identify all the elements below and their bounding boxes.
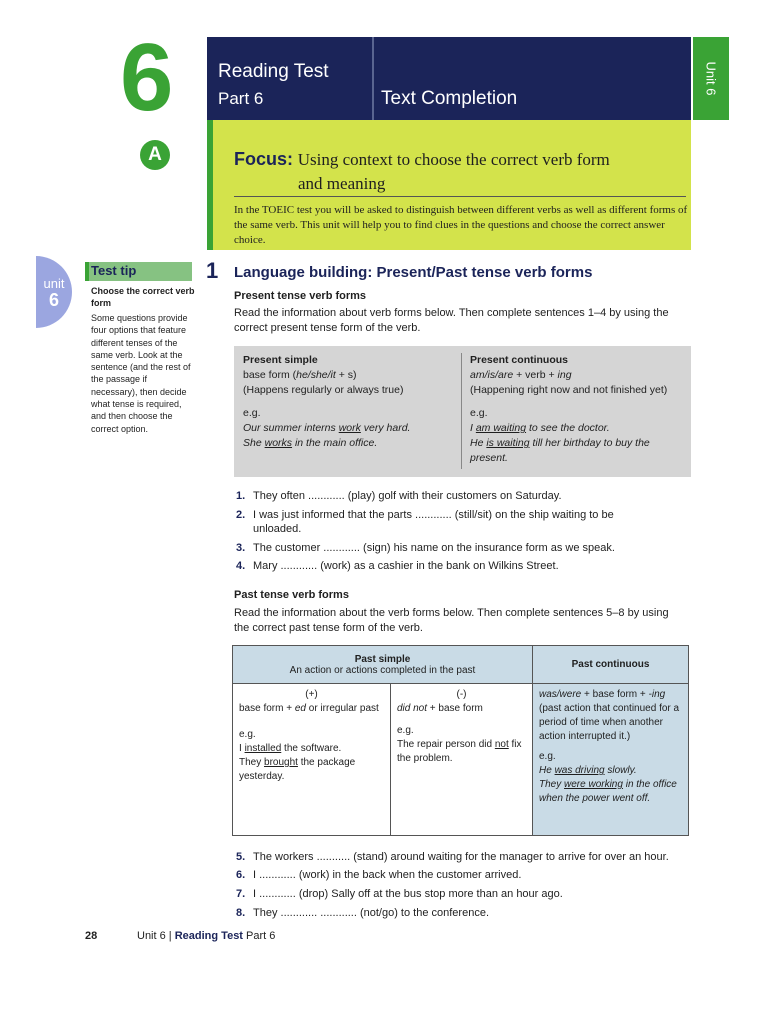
form-text: base form + <box>239 703 295 714</box>
exercise-number: 2. <box>236 509 246 521</box>
exercise-text: I ............ (drop) Sally off at the bus stop more than an hour ago. <box>253 888 563 900</box>
footer-running-head <box>137 930 275 942</box>
test-tip-heading: Choose the correct verb form <box>91 286 195 308</box>
part-label: Part 6 <box>218 89 264 108</box>
part-title: Text Completion <box>381 88 518 109</box>
form-italic: was/were <box>539 689 582 700</box>
focus-title-line2: and meaning <box>298 174 386 193</box>
example-text: The repair person did <box>397 739 495 750</box>
present-simple-form <box>243 368 463 383</box>
footer-section: Reading Test <box>174 930 243 942</box>
present-instructions: Read the information about verb forms below. Then complete sentences 1–4 by using the correct present tense form of the verb. <box>234 307 669 334</box>
exercise-number: 5. <box>236 851 246 863</box>
exercise-number: 4. <box>236 560 246 572</box>
test-name: Reading Test <box>218 61 329 82</box>
past-simple-subheading: An action or actions completed in the past <box>289 664 476 676</box>
exercise-text: I was just informed that the parts ............ (still/sit) on the ship waiting to be <box>253 509 614 521</box>
example-verb: works <box>264 437 293 449</box>
eg-label: e.g. <box>397 725 414 736</box>
focus-divider <box>234 196 686 197</box>
test-tip-title: Test tip <box>91 263 137 278</box>
section-number: 1 <box>206 258 219 283</box>
example-text: He <box>470 437 487 449</box>
form-italic: he/she/it <box>296 369 336 381</box>
footer-part: Part 6 <box>246 930 276 942</box>
side-unit-label: unit <box>43 276 65 291</box>
example-verb: not <box>494 739 509 750</box>
example-text: I <box>239 743 245 754</box>
example-text: They <box>539 779 565 790</box>
present-continuous-eg: e.g. <box>470 407 488 419</box>
exercise-text: The customer ............ (sign) his name on the insurance form as we speak. <box>253 542 615 554</box>
exercise-item <box>236 559 696 573</box>
form-italic: ed <box>294 703 306 714</box>
example-verb: were working <box>564 779 623 790</box>
exercise-item <box>236 541 696 555</box>
past-continuous-cell <box>533 684 689 836</box>
past-simple-heading: Past simple <box>354 653 411 665</box>
side-unit-number: 6 <box>48 290 59 310</box>
form-italic: did not <box>397 703 428 714</box>
example-verb: am waiting <box>475 422 527 434</box>
exercise-item <box>236 887 696 901</box>
eg-label: e.g. <box>239 729 256 740</box>
present-simple-column <box>243 353 463 451</box>
exercise-text: I ............ (work) in the back when the customer arrived. <box>253 869 522 881</box>
focus-text: In the TOEIC test you will be asked to distinguish between different verbs as well as different forms of the same verb. This unit will help you to find clues in the questions and choose the correct answer choice. <box>234 204 688 246</box>
present-continuous-use: (Happening right now and not finished yet) <box>470 384 668 396</box>
past-continuous-heading: Past continuous <box>533 646 689 684</box>
past-simple-negative-example <box>397 738 526 766</box>
form-text: base form ( <box>243 369 297 381</box>
example-text: to see the doctor. <box>526 422 610 434</box>
present-continuous-form <box>470 368 686 383</box>
example-text: He <box>539 765 555 776</box>
past-continuous-example-1 <box>539 764 682 778</box>
exercise-item <box>236 508 696 536</box>
unit-number: 6 <box>120 24 174 131</box>
past-continuous-form <box>539 688 682 702</box>
exercise-number: 7. <box>236 888 246 900</box>
exercise-item <box>236 850 696 864</box>
present-continuous-example-2 <box>470 436 686 466</box>
example-verb: brought <box>264 757 298 768</box>
form-italic: ing <box>557 369 572 381</box>
example-text: the package yesterday. <box>239 757 356 782</box>
present-continuous-example-1 <box>470 421 686 436</box>
past-simple-positive-cell <box>233 684 391 836</box>
present-simple-example-1 <box>243 421 463 436</box>
present-heading: Present tense verb forms <box>234 290 367 302</box>
present-continuous-heading: Present continuous <box>470 354 569 366</box>
form-text: + base form + <box>581 689 649 700</box>
form-text: + s) <box>335 369 357 381</box>
example-text: in the main office. <box>292 437 378 449</box>
page-number: 28 <box>85 930 98 942</box>
eg-label: e.g. <box>539 751 556 762</box>
positive-sign: (+) <box>305 689 318 700</box>
exercise-item <box>236 868 696 882</box>
past-heading: Past tense verb forms <box>234 589 349 601</box>
focus-label: Focus: <box>234 149 294 169</box>
form-text: + verb + <box>513 369 558 381</box>
side-unit-tab <box>36 256 72 328</box>
present-simple-heading: Present simple <box>243 354 318 366</box>
exercise-number: 8. <box>236 907 246 919</box>
form-text: + base form <box>427 703 483 714</box>
form-italic: am/is/are <box>470 369 514 381</box>
unit-tab <box>693 37 729 120</box>
past-tense-table <box>232 645 689 836</box>
past-continuous-example-2 <box>539 778 682 806</box>
past-simple-example-2 <box>239 756 384 784</box>
past-continuous-use: (past action that continued for a period of time when another action interrupted it.) <box>539 703 680 742</box>
focus-title-line1: Using context to choose the correct verb form <box>297 150 610 169</box>
past-simple-negative-form <box>397 702 526 716</box>
exercise-item <box>236 906 696 920</box>
exercise-text-continued: unloaded. <box>253 523 302 535</box>
exercise-text: They often ............ (play) golf with their customers on Saturday. <box>253 490 562 502</box>
example-verb: is waiting <box>486 437 530 449</box>
section-letter-badge: A <box>140 140 170 170</box>
past-simple-negative-cell <box>391 684 533 836</box>
exercise-text: Mary ............ (work) as a cashier in the bank on Wilkins Street. <box>253 560 559 572</box>
example-text: fix the problem. <box>397 739 522 764</box>
present-simple-eg: e.g. <box>243 407 261 419</box>
past-simple-example-1 <box>239 742 384 756</box>
header-divider <box>372 37 374 120</box>
example-text: They <box>239 757 265 768</box>
focus-title <box>234 148 610 171</box>
negative-sign: (-) <box>456 689 467 700</box>
example-text: in the office when the power went off. <box>539 779 677 804</box>
example-text: She <box>243 437 265 449</box>
past-instructions: Read the information about the verb forms below. Then complete sentences 5–8 by using the correct past tense form of the verb. <box>234 607 669 634</box>
exercise-item <box>236 489 696 503</box>
example-text: slowly. <box>604 765 637 776</box>
exercise-text: They ............ ............ (not/go) to the conference. <box>253 907 489 919</box>
example-verb: work <box>338 422 361 434</box>
exercise-number: 1. <box>236 490 246 502</box>
exercise-number: 6. <box>236 869 246 881</box>
unit-tab-label: Unit 6 <box>703 61 719 96</box>
section-title: Language building: Present/Past tense verb forms <box>234 264 593 281</box>
test-tip-text: Some questions provide four options that feature different tenses of the same verb. Look at the sentence (and the rest of the passage if necessary), then decide what tense is required, and then choose the correct option. <box>91 313 191 434</box>
present-continuous-column <box>470 353 686 466</box>
example-text: very hard. <box>360 422 411 434</box>
footer-unit-label: Unit 6 | <box>137 930 172 942</box>
present-simple-use: (Happens regularly or always true) <box>243 384 404 396</box>
form-text: or irregular past <box>305 703 379 714</box>
past-simple-positive-form <box>239 702 384 716</box>
past-simple-header <box>233 646 533 684</box>
present-simple-example-2 <box>243 436 463 451</box>
example-verb: was driving <box>554 765 605 776</box>
example-verb: installed <box>244 743 282 754</box>
exercise-text: The workers ........... (stand) around waiting for the manager to arrive for over an hour. <box>253 851 669 863</box>
form-italic: -ing <box>648 689 666 700</box>
example-text: I <box>470 422 476 434</box>
example-text: till her birthday to buy the present. <box>470 437 650 464</box>
example-text: the software. <box>281 743 342 754</box>
exercise-number: 3. <box>236 542 246 554</box>
example-text: Our summer interns <box>243 422 339 434</box>
